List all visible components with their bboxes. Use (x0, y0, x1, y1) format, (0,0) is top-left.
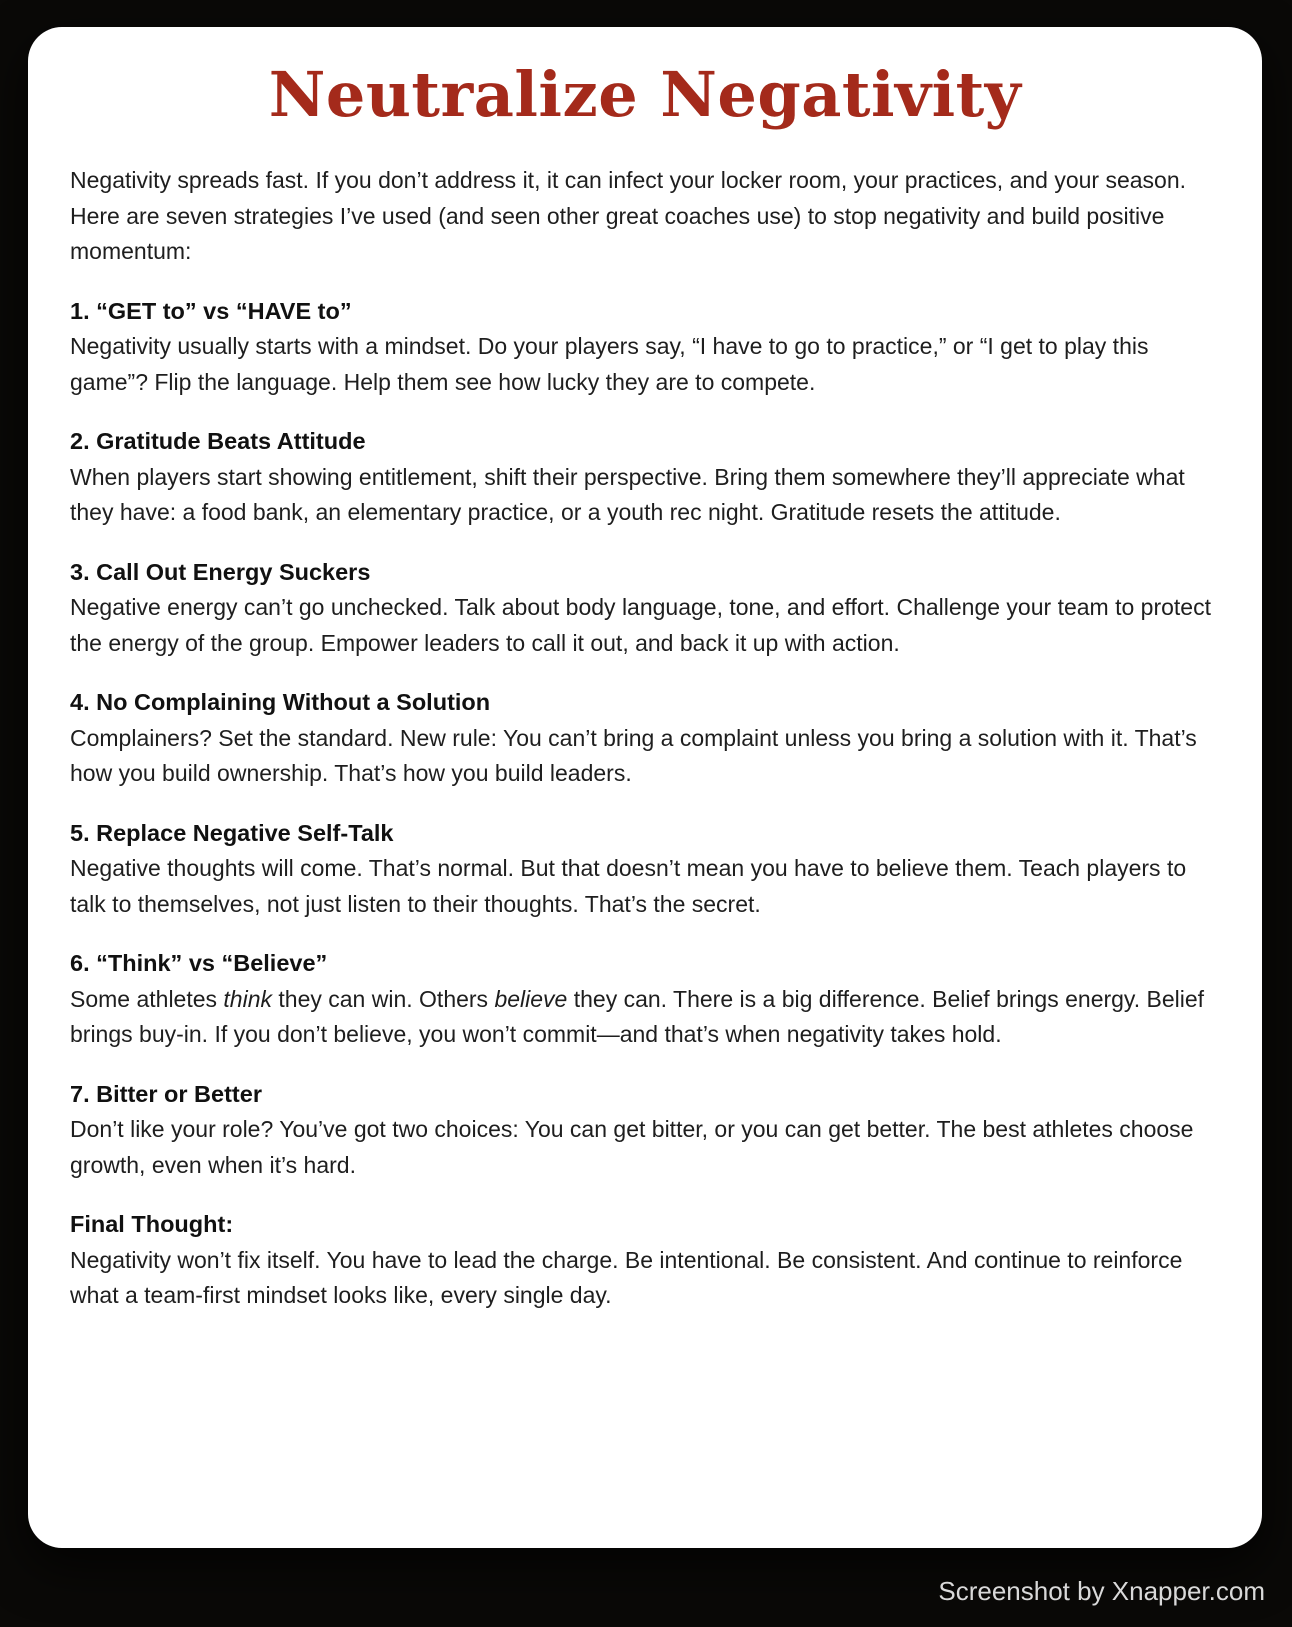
section-heading: 3. Call Out Energy Suckers (70, 558, 371, 585)
section-heading: 2. Gratitude Beats Attitude (70, 428, 366, 455)
intro-paragraph: Negativity spreads fast. If you don’t address it, it can infect your locker room, your practices, and your season. Here are seven strategies I’ve used (and seen other great coaches use) to stop negativity and build positive momentum: (70, 167, 1187, 265)
section-heading: 7. Bitter or Better (70, 1080, 262, 1107)
page-title: Neutralize Negativity (268, 58, 1022, 131)
section-body: Negative thoughts will come. That’s normal. But that doesn’t mean you have to believe them. Teach players to talk to themselves, not just listen to their thoughts. That’s the secret. (70, 855, 1187, 917)
strategy-section (70, 946, 1220, 1053)
section-heading: 5. Replace Negative Self-Talk (70, 819, 394, 846)
document-card (28, 27, 1262, 1548)
section-body: Negativity usually starts with a mindset. Do your players say, “I have to go to practice,” or “I get to play this game”? Flip the language. Help them see how lucky they are to compete. (70, 333, 1149, 395)
section-body: Some athletes think they can win. Others believe they can. There is a big difference. Belief brings energy. Belief brings buy-in. If you don’t believe, you won’t commit—and that’s when negativity takes hold. (70, 985, 1205, 1048)
section-body: Negative energy can’t go unchecked. Talk about body language, tone, and effort. Challenge your team to protect the energy of the group. Empower leaders to call it out, and back it up with action. (70, 594, 1211, 656)
section-heading: 1. “GET to” vs “HAVE to” (70, 297, 352, 324)
section-body: Complainers? Set the standard. New rule: You can’t bring a complaint unless you bring a solution with it. That’s how you build ownership. That’s how you build leaders. (70, 724, 1197, 787)
strategy-section (70, 1077, 1220, 1184)
strategy-section (70, 685, 1220, 792)
strategy-section (70, 424, 1220, 531)
section-body: Don’t like your role? You’ve got two choices: You can get bitter, or you can get better. The best athletes choose growth, even when it’s hard. (70, 1116, 1194, 1178)
screenshot-watermark: Screenshot by Xnapper.com (938, 1576, 1265, 1606)
strategy-section (70, 555, 1220, 662)
strategy-section (70, 1207, 1220, 1314)
section-body: Negativity won’t fix itself. You have to lead the charge. Be intentional. Be consistent. And continue to reinforce what a team-first mindset looks like, every single day. (70, 1246, 1183, 1309)
section-heading: 6. “Think” vs “Believe” (70, 950, 328, 977)
section-heading: 4. No Complaining Without a Solution (70, 689, 491, 716)
sections-container (70, 294, 1220, 1314)
section-heading: Final Thought: (70, 1211, 234, 1238)
strategy-section (70, 294, 1220, 401)
strategy-section (70, 816, 1220, 923)
section-body: When players start showing entitlement, shift their perspective. Bring them somewhere they’ll appreciate what they have: a food bank, an elementary practice, or a youth rec night. Gratitude resets the attitude. (70, 463, 1185, 526)
